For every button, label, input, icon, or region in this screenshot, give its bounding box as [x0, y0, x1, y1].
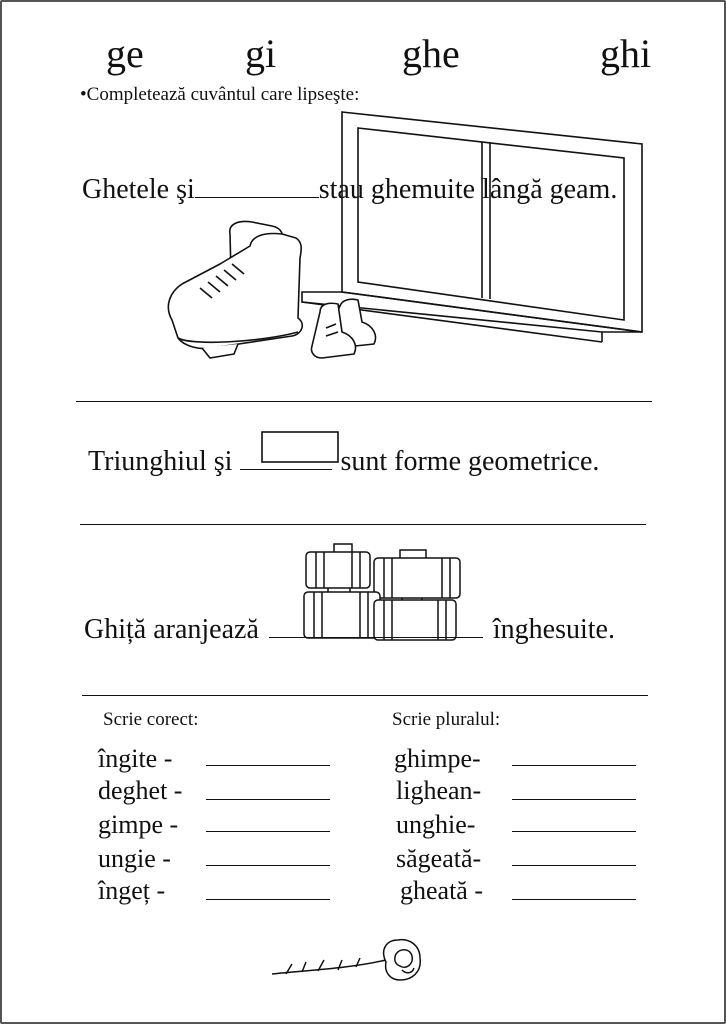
sentence-2-end: sunt forme geometrice. — [340, 446, 600, 477]
plural-item-1: ghimpe- — [394, 744, 481, 773]
plural-item-3: unghie- — [396, 810, 476, 839]
sentence-3-start: Ghiță aranjează — [84, 614, 259, 645]
plural-item-2: lighean- — [396, 776, 482, 805]
correct-item-1: îngite - — [98, 744, 173, 773]
correct-item-2: deghet - — [98, 776, 183, 805]
write-plural-heading: Scrie pluralul: — [392, 709, 501, 730]
syllable-ghi: ghi — [600, 31, 652, 76]
syllable-ghe: ghe — [402, 31, 460, 76]
write-correct-heading: Scrie corect: — [103, 709, 199, 730]
sentence-3-end: înghesuite. — [492, 614, 615, 645]
instruction-text: •Completează cuvântul care lipseşte: — [80, 84, 360, 105]
correct-item-5: îngeț - — [98, 876, 166, 905]
sentence-1-end: stau ghemuite lângă geam. — [318, 174, 618, 205]
correct-item-4: ungie - — [98, 844, 171, 873]
sentence-1-start: Ghetele şi — [82, 174, 195, 205]
correct-item-3: gimpe - — [98, 810, 179, 839]
flower-icon — [2, 2, 726, 1024]
syllable-gi: gi — [245, 31, 277, 76]
plural-item-5: gheată - — [400, 876, 484, 905]
sentence-2-start: Triunghiul şi — [88, 446, 233, 477]
plural-item-4: săgeată- — [396, 844, 482, 873]
syllable-ge: ge — [106, 31, 144, 76]
